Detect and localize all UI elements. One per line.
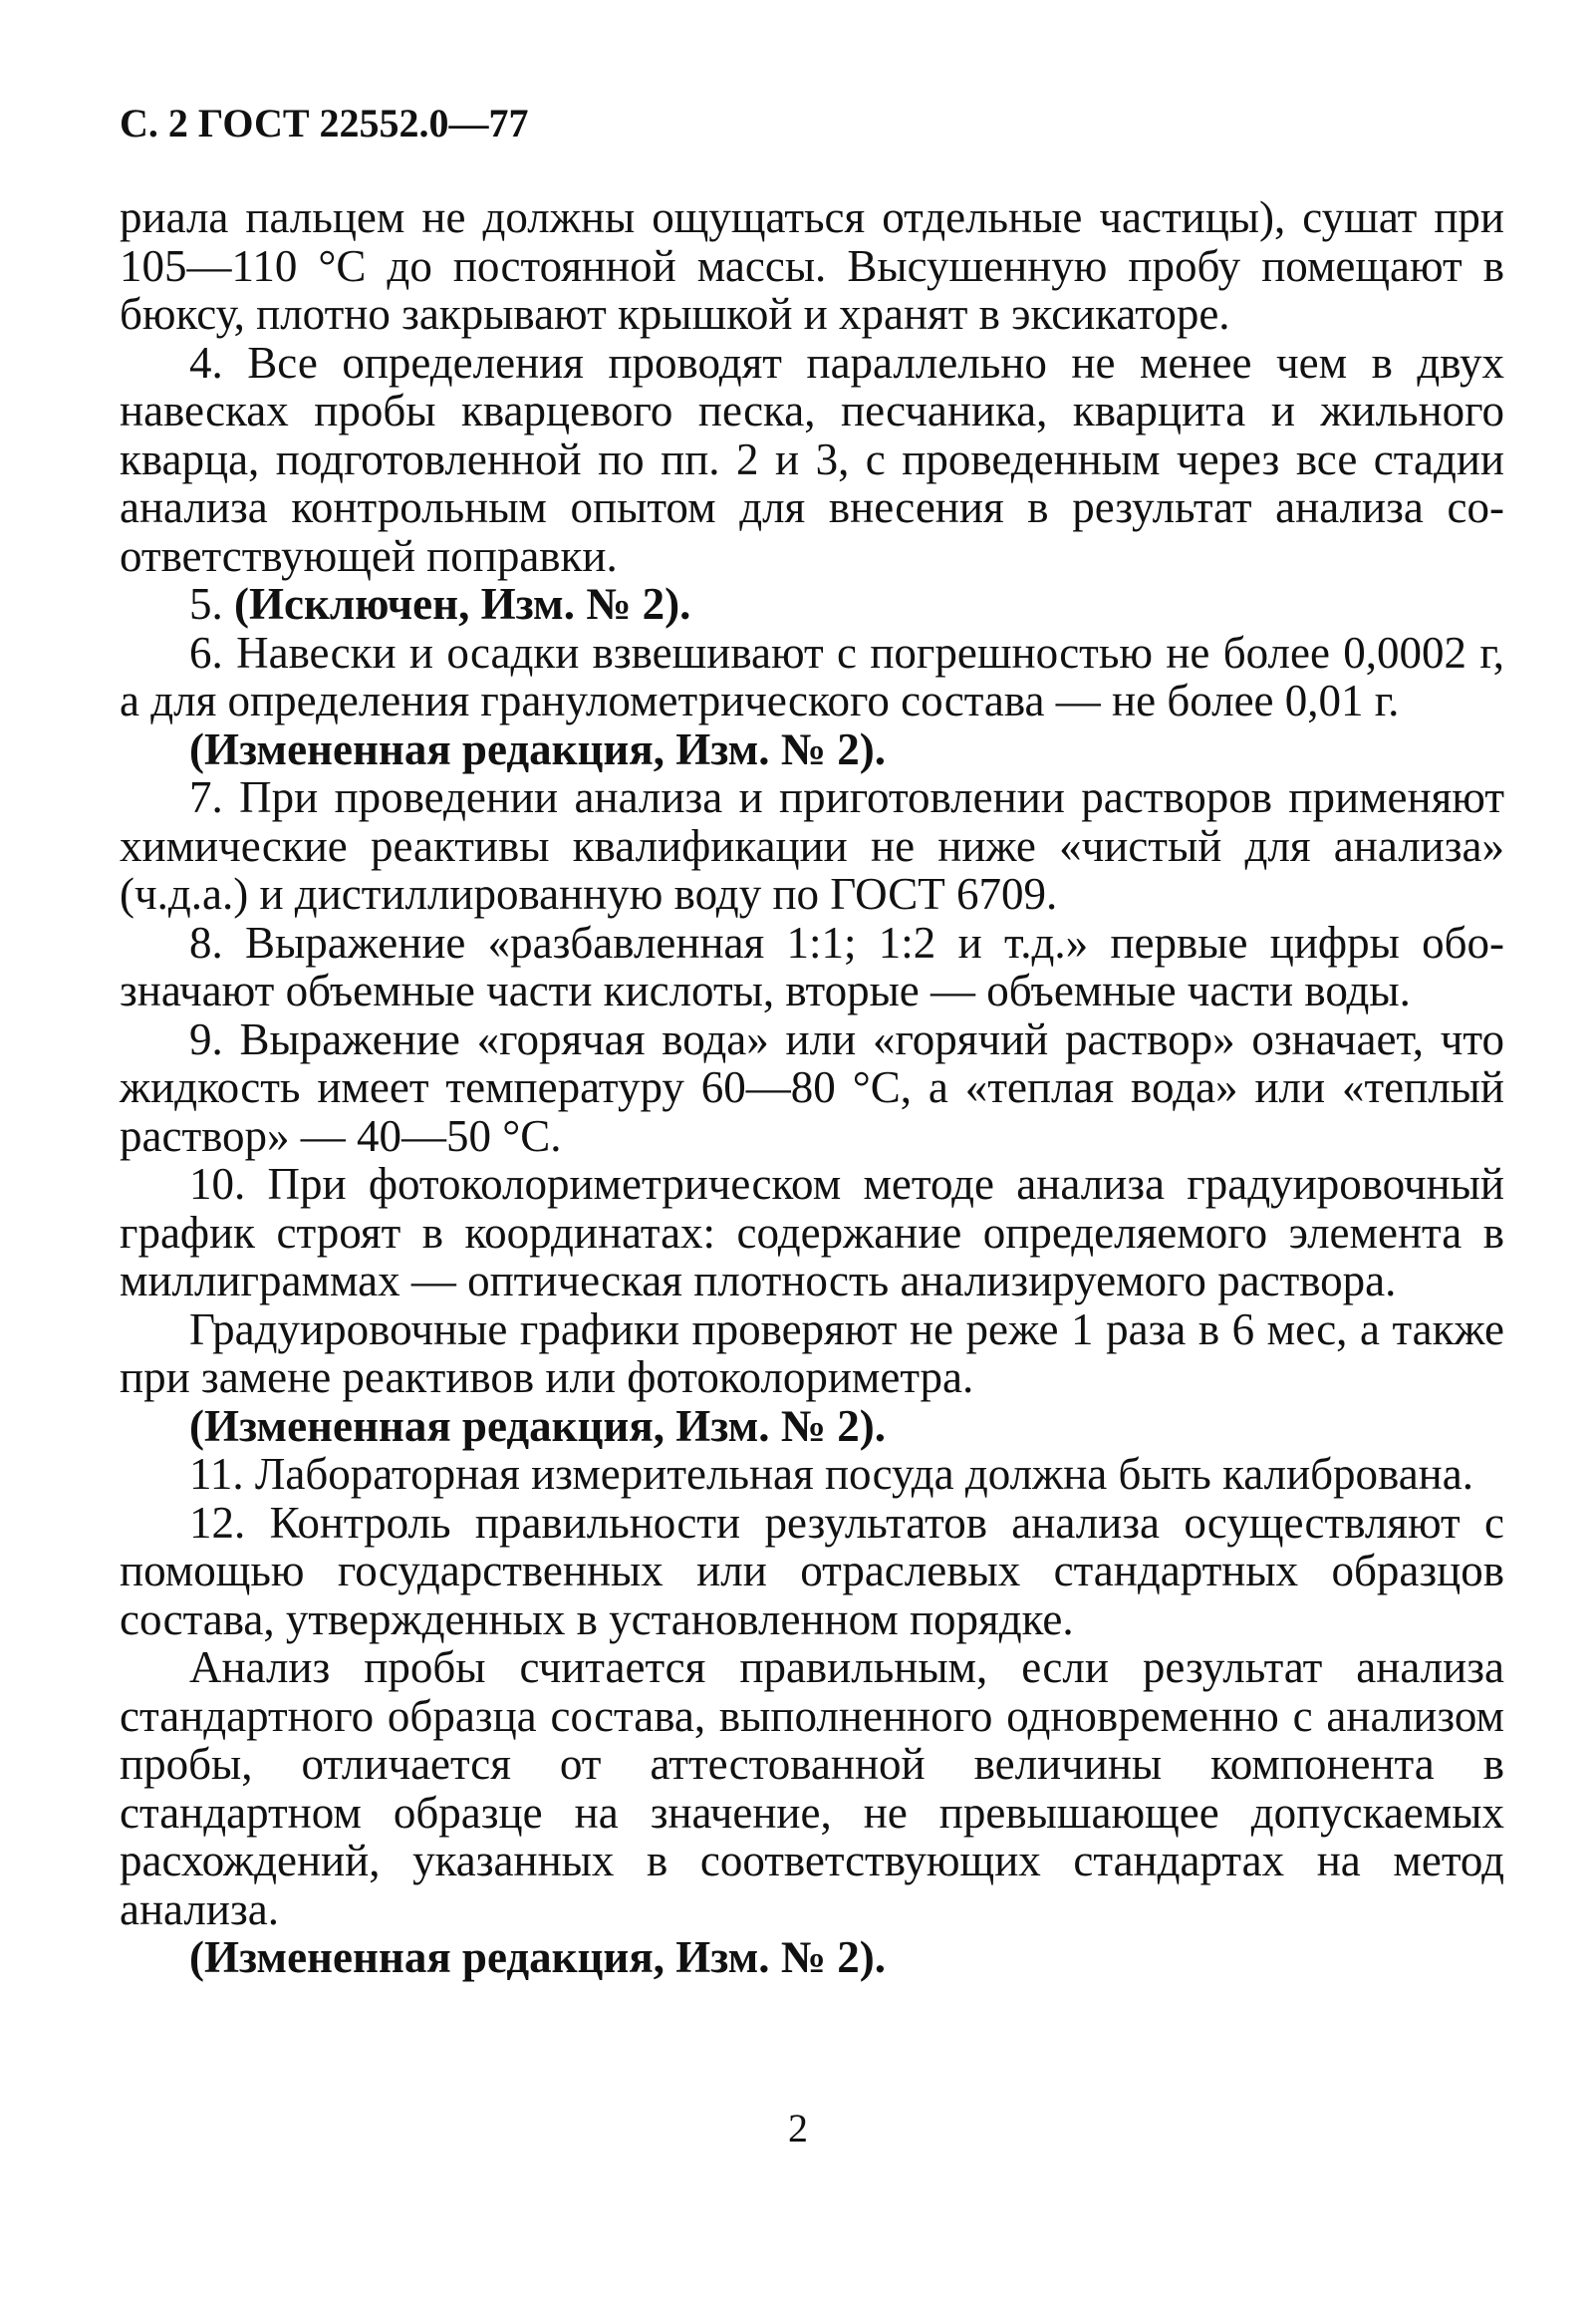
document-body [120, 193, 1504, 1982]
revision-note [120, 1402, 1504, 1451]
paragraph-text: 4. Все определения проводят параллельно не менее чем в двух навесках пробы кварцевого песка, песчаника, кварцита и жильного кварца, подготовленной по пп. 2 и 3, с проведенным через все стадии анализа контрольным опытом для внесения в результат анализа соответствующей поправки. [120, 337, 1504, 581]
paragraph-5 [120, 580, 1504, 629]
paragraph-text: 5. [189, 579, 234, 629]
paragraph-bold-text: (Исключен, Изм. № 2). [234, 579, 691, 629]
paragraph-text: 7. При проведении анализа и приготовлении растворов применяют химические реактивы квалификации не ниже «чистый для анализа» (ч.д.а.) и дистиллированную воду по ГОСТ 6709. [120, 772, 1504, 919]
paragraph-8 [120, 919, 1504, 1015]
paragraph-7 [120, 773, 1504, 919]
paragraph-6 [120, 629, 1504, 725]
paragraph-text: Градуировочные графики проверяют не реже 1 раза в 6 мес, а также при замене реактивов или фотоколориметра. [120, 1303, 1504, 1402]
paragraph-text: 11. Лабораторная измерительная посуда должна быть калибрована. [189, 1449, 1473, 1499]
paragraph-3-continuation [120, 193, 1504, 339]
paragraph-text: (Измененная редакция, Изм. № 2). [189, 1400, 887, 1451]
paragraph-text: 8. Выражение «разбавленная 1:1; 1:2 и т.д.» первые цифры обозначают объемные части кислоты, вторые — объемные части воды. [120, 917, 1504, 1015]
paragraph-text: (Измененная редакция, Изм. № 2). [189, 1932, 887, 1982]
page-header: С. 2 ГОСТ 22552.0—77 [120, 101, 529, 145]
paragraph-text: Анализ пробы считается правильным, если результат анализа стандартного образца состава, выполненного одновременно с анализом пробы, отличается от аттестованной величины компонента в стандартном образце на значение, не превышающее допускаемых расхождений, указанных в соответствующих стандартах на метод анализа. [120, 1642, 1504, 1934]
paragraph-9 [120, 1015, 1504, 1161]
paragraph-text: (Измененная редакция, Изм. № 2). [189, 723, 887, 774]
paragraph-text: 12. Контроль правильности результатов анализа осуществляют с помощью государственных или отраслевых стандартных образцов состава, утвержденных в установленном порядке. [120, 1497, 1504, 1644]
paragraph-4 [120, 339, 1504, 581]
document-page [120, 100, 1504, 1982]
paragraph-text: 6. Навески и осадки взвешивают с погрешностью не более 0,0002 г, а для определения гранулометрического состава — не более 0,01 г. [120, 627, 1504, 725]
paragraph-10-continuation [120, 1305, 1504, 1402]
paragraph-text: 9. Выражение «горячая вода» или «горячий раствор» означает, что жидкость имеет температуру 60—80 °С, а «теплая вода» или «теплый раствор» — 40—50 °С. [120, 1013, 1504, 1161]
paragraph-12 [120, 1499, 1504, 1644]
revision-note [120, 1933, 1504, 1982]
page-number: 2 [788, 2106, 808, 2151]
paragraph-11 [120, 1450, 1504, 1499]
paragraph-text: 10. При фотоколориметрическом методе анализа градуировочный график строят в координатах: содержание определяемого элемента в миллиграммах — оптическая плотность анализируемого раствора. [120, 1159, 1504, 1305]
revision-note [120, 725, 1504, 774]
paragraph-12-continuation [120, 1643, 1504, 1933]
paragraph-10 [120, 1160, 1504, 1305]
paragraph-text: риала пальцем не должны ощущаться отдельные частицы), сушат при 105—110 °С до постоянной массы. Высушенную пробу помещают в бюксу, плотно закрывают крышкой и хранят в эксикаторе. [120, 192, 1504, 339]
